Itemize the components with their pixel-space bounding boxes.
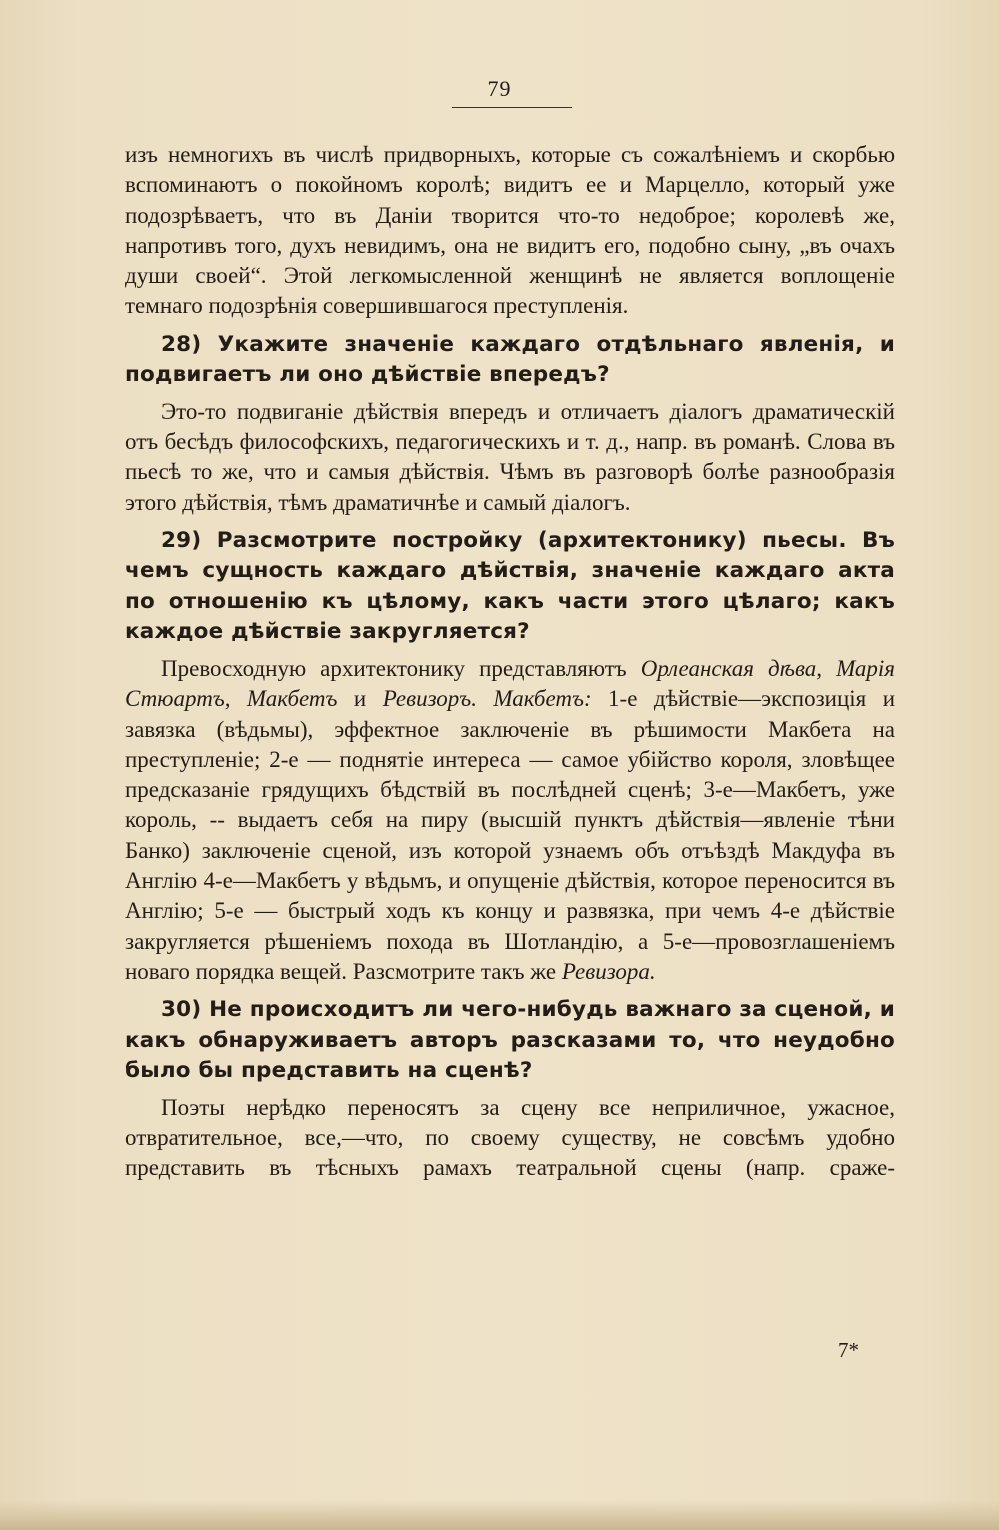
answer-29-titles: Орлеанская дѣва, Марія Стюартъ, Макбетъ bbox=[125, 655, 895, 712]
answer-29-text-a: Превосходную архитектонику представляютъ bbox=[161, 655, 641, 681]
answer-29 bbox=[125, 654, 895, 987]
page-number: 79 bbox=[487, 76, 512, 101]
page-body bbox=[125, 140, 895, 1184]
question-29: 29) Разсмотрите постройку (архитектонику) пьесы. Въ чемъ сущность каждаго дѣйствія, значеніе каждаго акта по отношенію къ цѣлому, какъ части этого цѣлаго; какъ каждое дѣйствіе закругляется? bbox=[125, 527, 895, 645]
answer-29-text-c: 1-е дѣйствіе—экспозиція и завязка (вѣдьмы), эффектное заключеніе въ рѣшимости Макбета на преступленіе; 2-е — поднятіе интереса — самое убійство короля, зловѣщее предсказаніе грядущихъ бѣдствій въ послѣдней сценѣ; 3-е—Макбетъ, уже король, -- выдаетъ себя на пиру (высшій пунктъ дѣйствія—явленіе тѣни Банко) заключеніе сценой, изъ которой узнаемъ объ отъѣздѣ Макдуфа въ Англію 4-е—Макбетъ у вѣдьмъ, и опущеніе дѣйствія, которое переносится въ Англію; 5-е — быстрый ходъ къ концу и развязка, при чемъ 4-е дѣйствіе закругляется рѣшеніемъ похода въ Шотландію, а 5-е—провозглашеніемъ новаго порядка вещей. Разсмотрите такъ же bbox=[125, 686, 896, 984]
signature-mark: 7* bbox=[838, 1338, 859, 1362]
answer-29-title-revizor: Ревизоръ. Макбетъ: bbox=[382, 686, 592, 712]
answer-28: Это-то подвиганіе дѣйствія впередъ и отличаетъ діалогъ драматическій отъ бесѣдъ философскихъ, педагогическихъ и т. д., напр. въ романѣ. Слова въ пьесѣ то же, что и самыя дѣйствія. Чѣмъ въ разговорѣ болѣе разнообразія этого дѣйствія, тѣмъ драматичнѣе и самый діалогъ. bbox=[125, 398, 895, 515]
question-30: 30) Не происходитъ ли чего-нибудь важнаго за сценой, и какъ обнаруживаетъ авторъ разсказами то, что неудобно было бы представить на сценѣ? bbox=[125, 997, 895, 1084]
page-bottom-edge bbox=[0, 1500, 999, 1530]
header-rule bbox=[452, 107, 572, 108]
question-28: 28) Укажите значеніе каждаго отдѣльнаго явленія, и подвигаетъ ли оно дѣйствіе впередъ? bbox=[125, 331, 895, 388]
paragraph-continuation: изъ немногихъ въ числѣ придворныхъ, которые съ сожалѣніемъ и скорбью вспоминаютъ о покойномъ королѣ; видитъ ее и Марцелло, который уже подозрѣваетъ, что въ Даніи творится что-то недоброе; королевѣ же, напротивъ того, духъ невидимъ, она не видитъ его, подобно сыну, „въ очахъ души своей“. Этой легкомысленной женщинѣ не является воплощеніе темнаго подозрѣнія совершившагося преступленія. bbox=[125, 142, 895, 319]
answer-30: Поэты нерѣдко переносятъ за сцену все неприличное, ужасное, отвратительное, все,—что, по своему существу, не совсѣмъ удобно представить въ тѣсныхъ рамахъ театральной сцены (напр. сраже- bbox=[125, 1094, 895, 1181]
answer-29-text-b: и bbox=[337, 686, 383, 712]
answer-29-title-revizora: Ревизора. bbox=[561, 958, 656, 984]
